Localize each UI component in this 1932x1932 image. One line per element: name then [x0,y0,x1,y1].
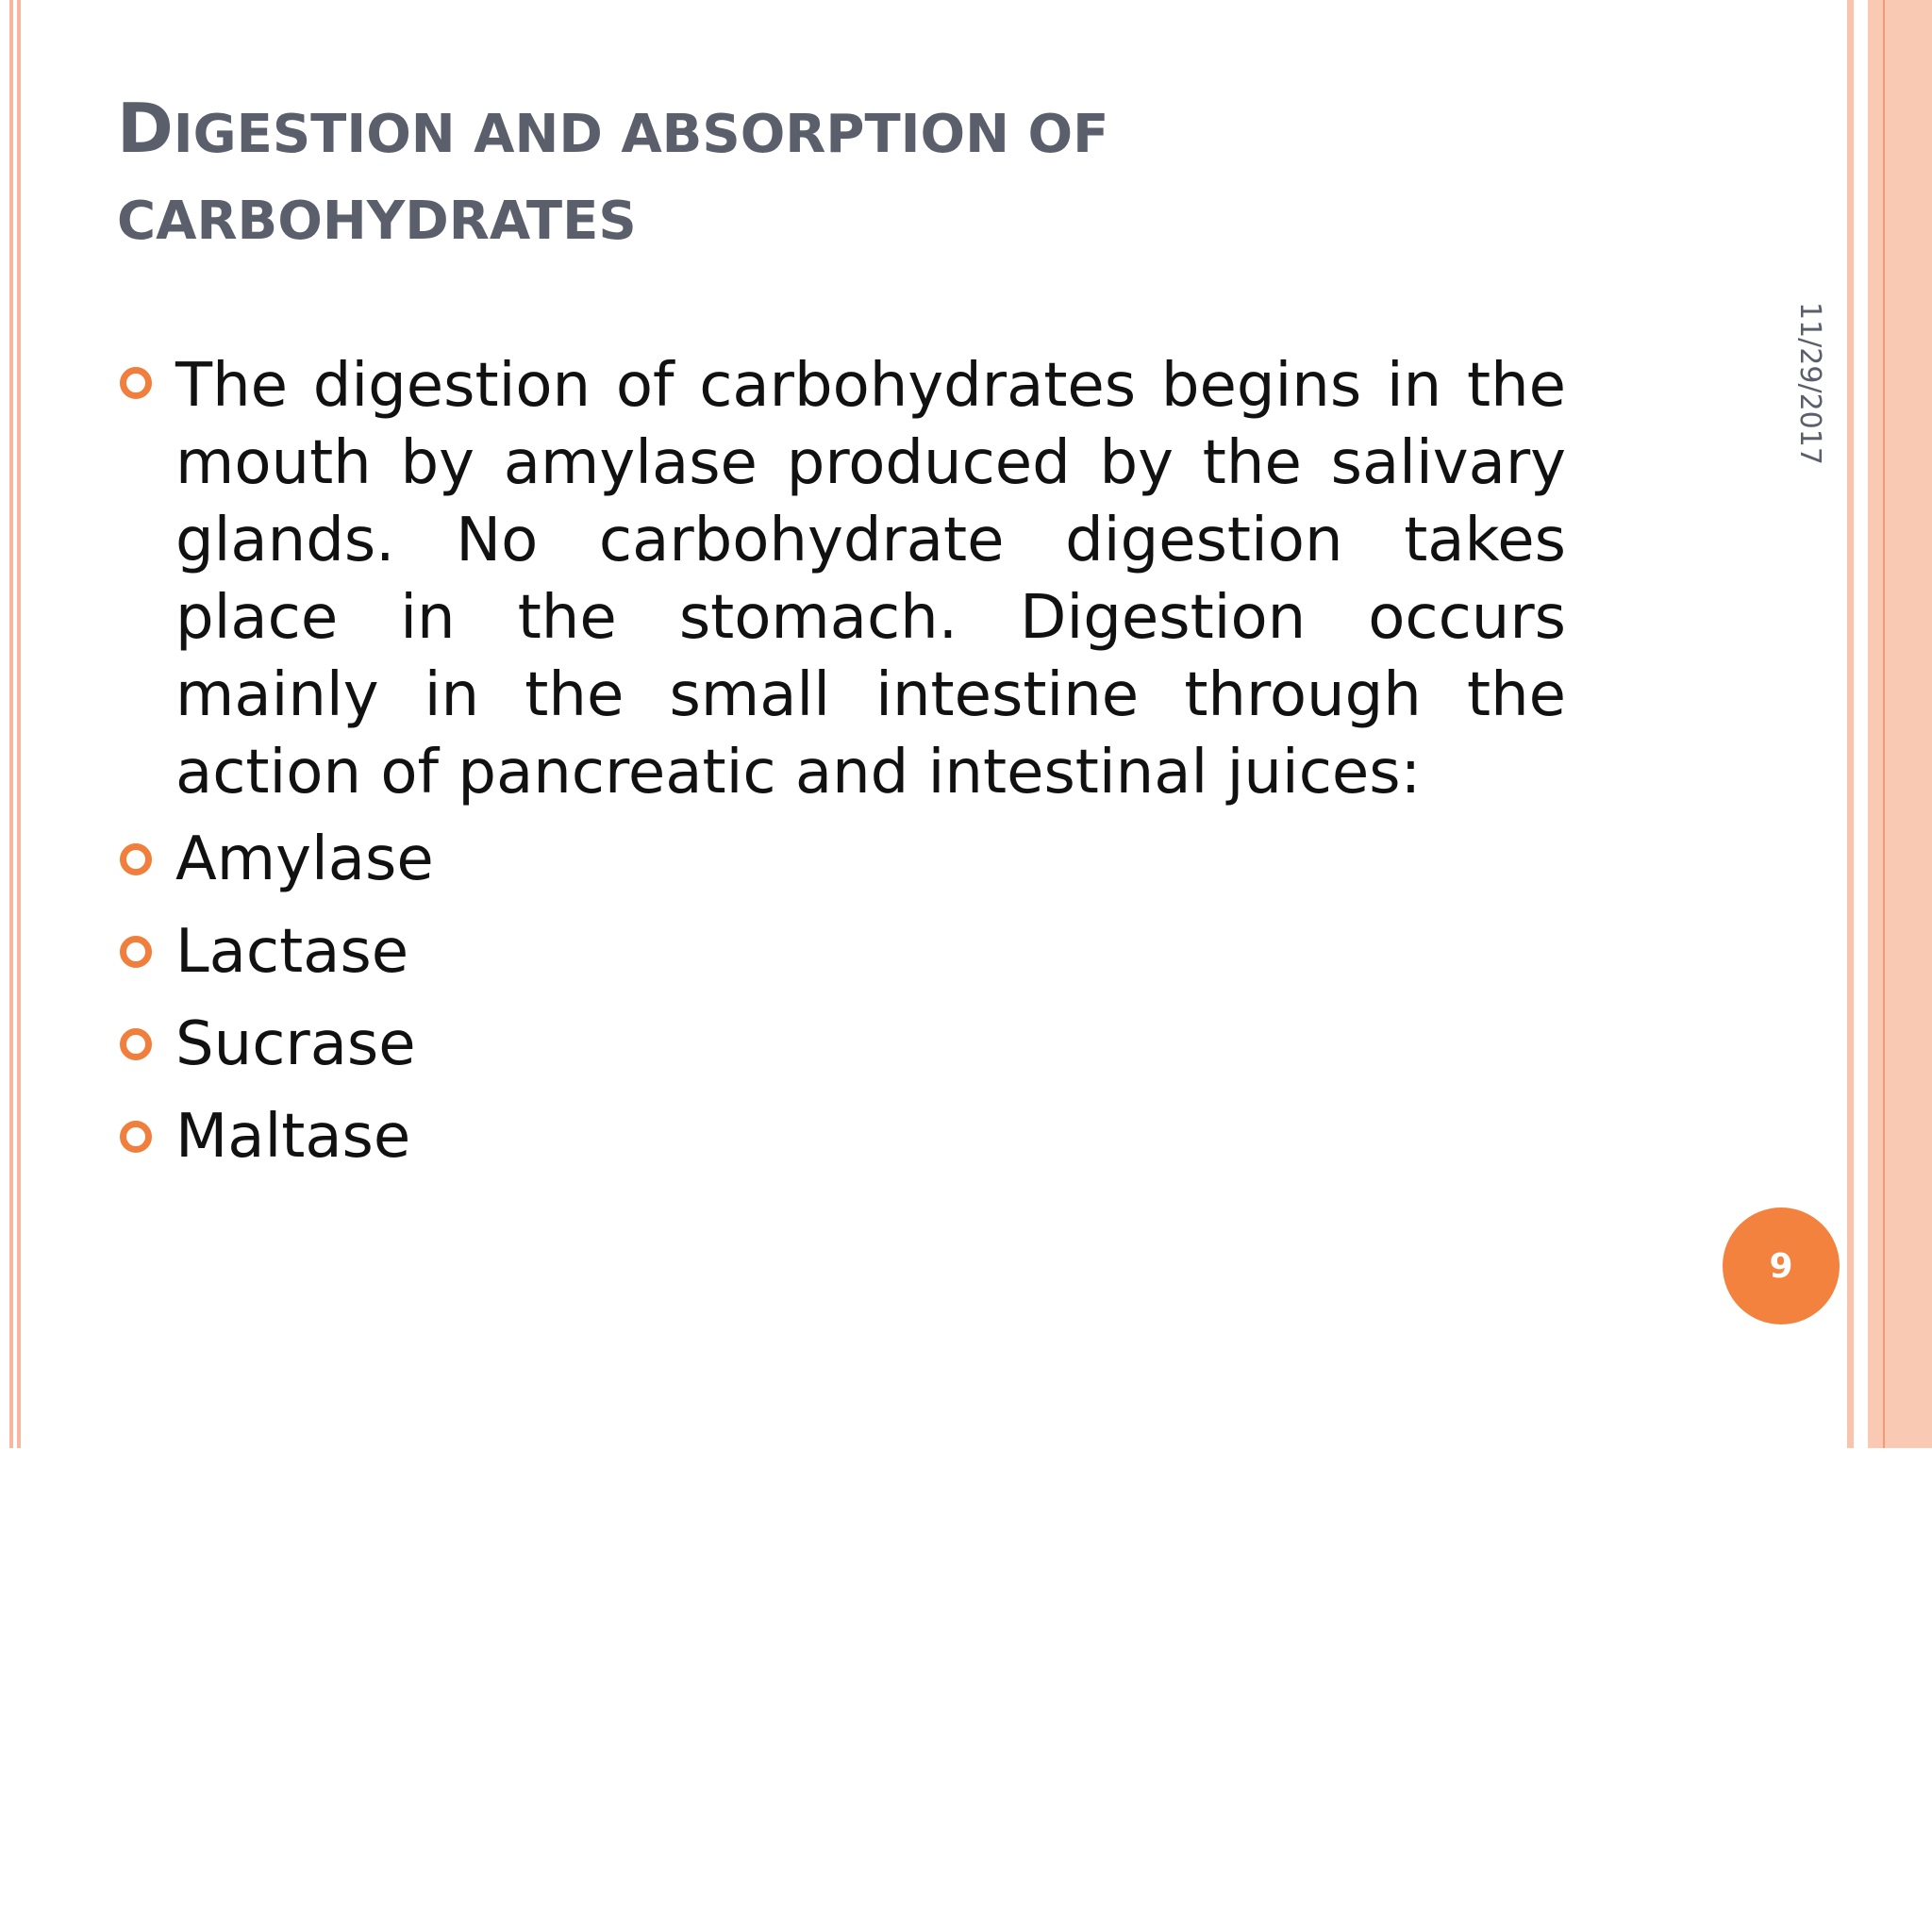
right-border-stripe [1847,0,1854,1448]
left-border-stripe [17,0,21,1448]
title-rest: IGESTION AND ABSORPTION OF CARBOHYDRATES [117,104,1109,252]
list-item-sucrase [117,1006,1645,1083]
title-first-letter: D [117,89,174,168]
bullet-circle-icon [120,367,152,399]
bullet-circle-icon [120,843,152,875]
list-item-text: Amylase [175,824,434,894]
bullet-circle-icon [120,936,152,968]
list-item-lactase [117,913,1645,991]
slide-date: 11/29/2017 [1793,302,1826,465]
bullet-circle-icon [120,1028,152,1060]
list-item-maltase [117,1098,1645,1175]
list-item-amylase [117,821,1645,898]
list-item-text: Maltase [175,1102,411,1172]
page-number-badge: 9 [1723,1208,1840,1324]
slide-body [117,347,1645,1191]
paragraph-text: The digestion of carbohydrates begins in the mouth by amylase produced by the salivary glands. No carbohydrate digestion takes place in the stomach. Digestion occurs mainly in the small intestine through the action of pancreatic and intestinal juices: [175,351,1566,808]
bullet-paragraph [117,347,1566,811]
slide-title [117,85,1343,265]
right-border-line [1883,0,1885,1448]
right-border-band [1868,0,1932,1448]
left-border-stripe [9,0,13,1448]
list-item-text: Lactase [175,917,409,987]
list-item-text: Sucrase [175,1009,416,1079]
bullet-circle-icon [120,1121,152,1153]
